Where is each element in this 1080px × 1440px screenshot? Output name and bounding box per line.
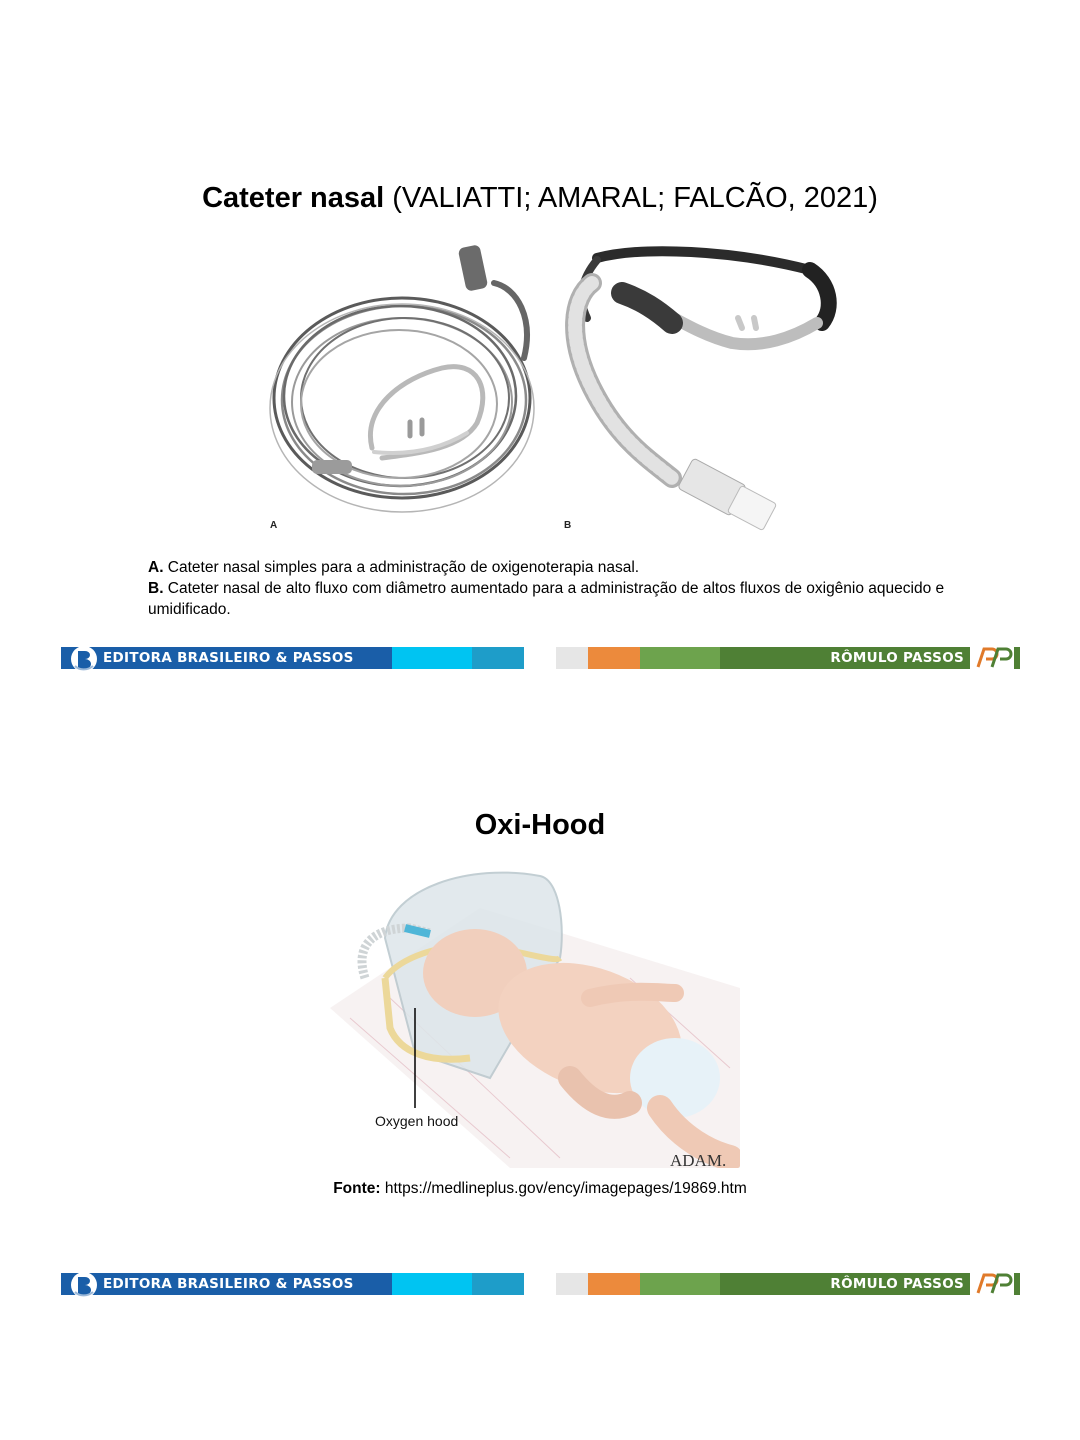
slide1-title-citation: (VALIATTI; AMARAL; FALCÃO, 2021) xyxy=(384,182,878,214)
image-source xyxy=(0,1178,1080,1200)
rp-logo-icon xyxy=(970,1271,1014,1297)
slide1-title-bold: Cateter nasal xyxy=(202,182,385,214)
caption-a-text: Cateter nasal simples para a administração de oxigenoterapia nasal. xyxy=(163,559,640,576)
footer-bar-1 xyxy=(61,647,1020,669)
footer-color-orange xyxy=(588,647,640,669)
footer-color-white xyxy=(524,1273,556,1295)
footer-color-grey xyxy=(556,1273,588,1295)
figure-label-a: A xyxy=(270,520,278,531)
author-name: RÔMULO PASSOS xyxy=(830,1276,964,1292)
slide1-title xyxy=(0,178,1080,218)
footer-color-white xyxy=(524,647,556,669)
footer-color-grey xyxy=(556,647,588,669)
footer-color-light-green xyxy=(640,647,720,669)
source-label: Fonte: xyxy=(333,1180,381,1197)
footer-color-sky xyxy=(392,1273,472,1295)
caption-a-marker: A. xyxy=(148,559,164,576)
source-url[interactable]: https://medlineplus.gov/ency/imagepages/19869.htm xyxy=(380,1180,747,1197)
caption-b xyxy=(148,578,948,620)
caption-a xyxy=(148,557,948,578)
footer-color-light-green xyxy=(640,1273,720,1295)
footer-color-teal xyxy=(472,1273,524,1295)
b-logo-icon xyxy=(69,1270,99,1300)
footer-color-orange xyxy=(588,1273,640,1295)
high-flow-cannula-drawing xyxy=(575,251,829,530)
figure-caption xyxy=(148,557,948,620)
caption-b-text: Cateter nasal de alto fluxo com diâmetro aumentado para a administração de altos fluxos de oxigênio aquecido e umidificado. xyxy=(148,580,945,618)
publisher-name: EDITORA BRASILEIRO & PASSOS xyxy=(103,650,354,666)
oxygen-hood-illustration xyxy=(330,868,740,1168)
footer-publisher-segment xyxy=(61,1273,392,1295)
footer-bar-2 xyxy=(61,1273,1020,1295)
nasal-cannula-illustration xyxy=(262,238,842,538)
publisher-name: EDITORA BRASILEIRO & PASSOS xyxy=(103,1276,354,1292)
figure-label-b: B xyxy=(564,520,572,531)
author-name: RÔMULO PASSOS xyxy=(830,650,964,666)
footer-publisher-segment xyxy=(61,647,392,669)
footer-author-segment xyxy=(720,1273,1020,1295)
simple-cannula-drawing xyxy=(270,244,534,512)
adam-watermark: ADAM. xyxy=(670,1151,727,1168)
b-logo-icon xyxy=(69,644,99,674)
footer-color-teal xyxy=(472,647,524,669)
rp-logo-icon xyxy=(970,645,1014,671)
slide2-title: Oxi-Hood xyxy=(474,809,606,841)
oxygen-hood-label: Oxygen hood xyxy=(375,1113,459,1129)
footer-color-sky xyxy=(392,647,472,669)
footer-author-segment xyxy=(720,647,1020,669)
caption-b-marker: B. xyxy=(148,580,164,597)
